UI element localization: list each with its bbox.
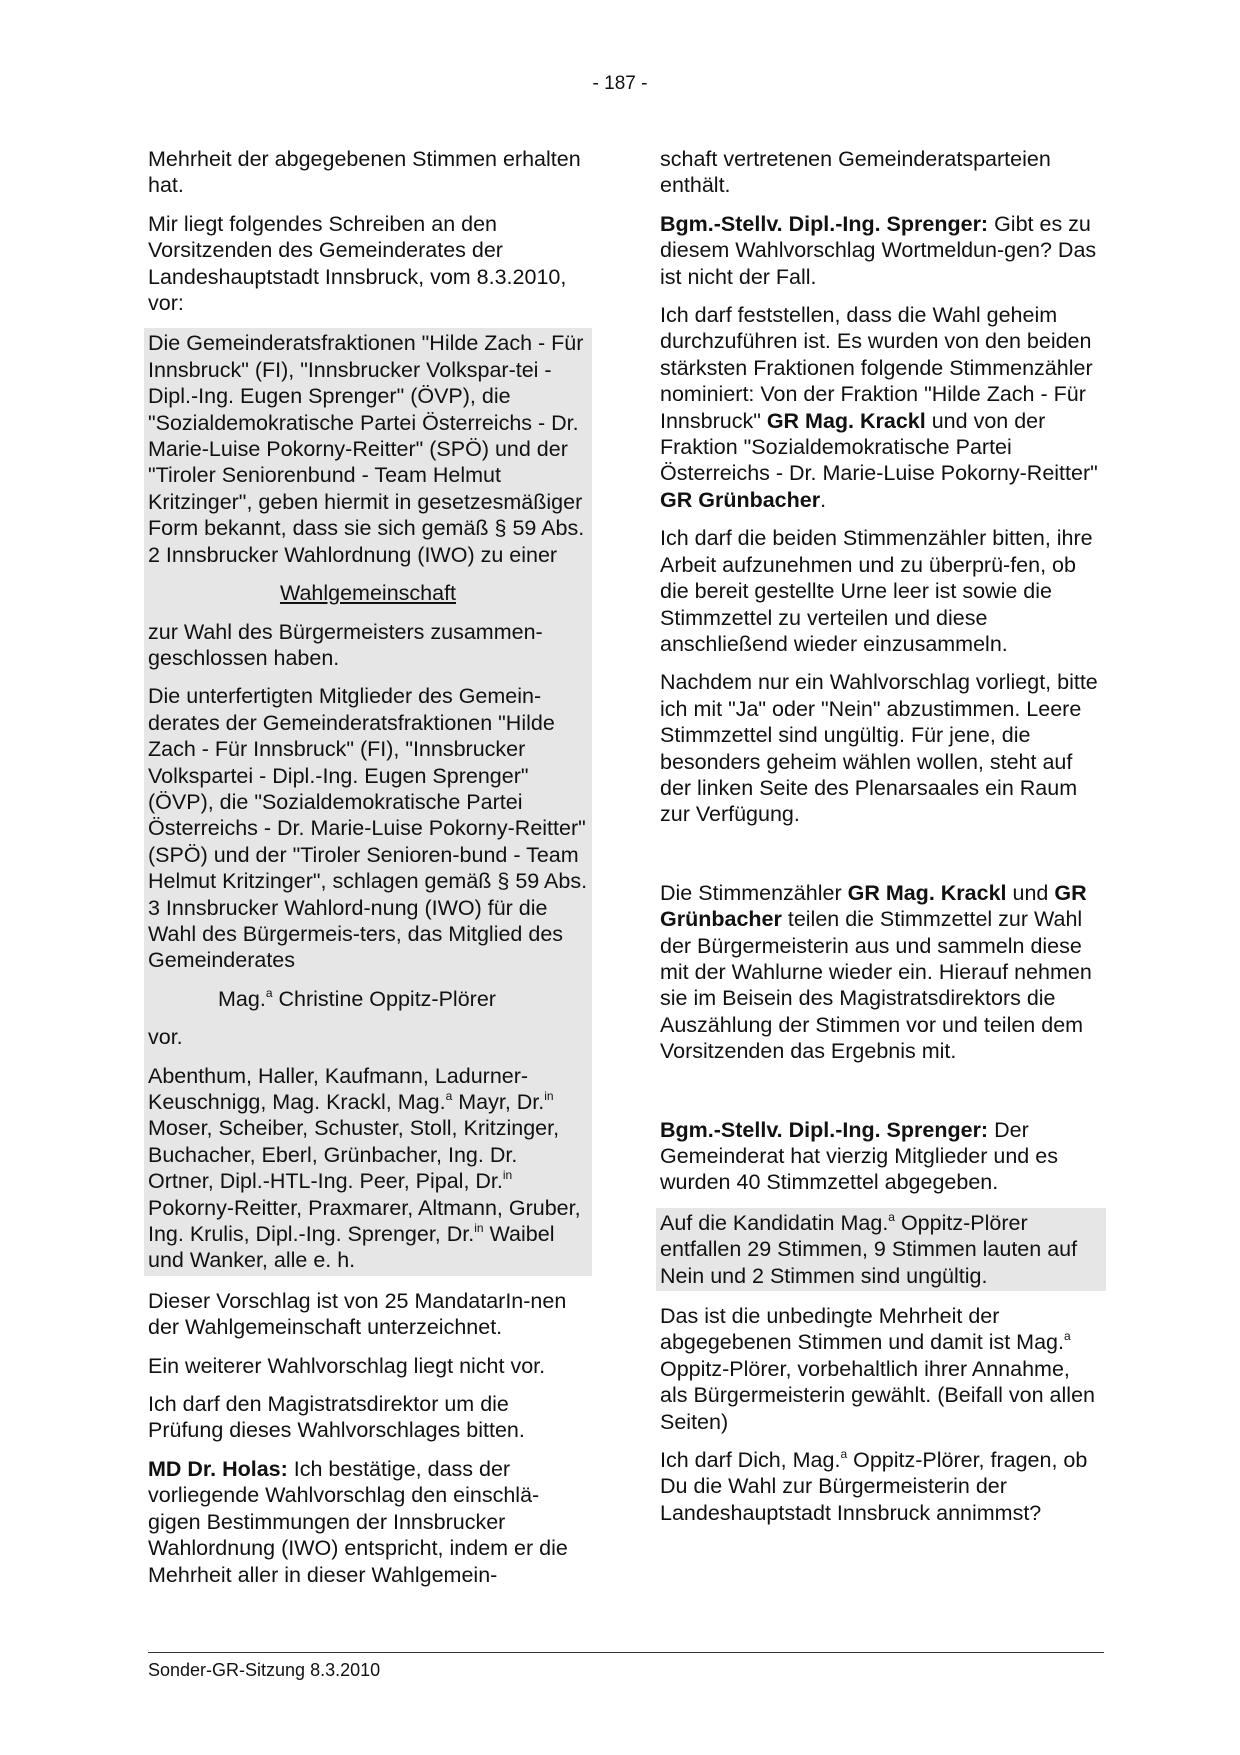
paragraph: Ich darf feststellen, dass die Wahl geheim durchzuführen ist. Es wurden von den beiden stärksten Fraktionen folgende Stimmenzähler nominiert: Von der Fraktion "Hilde Zach - Für Innsbruck" GR Mag. Krackl und von der Fraktion "Sozialdemokratische Partei Österreichs - Dr. Marie-Luise Pokorny-Reitter" GR Grünbacher.	[660, 303, 1098, 512]
signatory-list: Abenthum, Haller, Kaufmann, Ladurner-Keuschnigg, Mag. Krackl, Mag.$^a$ Mayr, Dr.$^{in}$ Moser, Scheiber, Schuster, Stoll, Kritzinger, Buchacher, Eberl, Grünbacher, Ing. Dr. Ortner, Dipl.-HTL-Ing. Peer, Pipal, Dr.$^{in}$ Pokorny-Reitter, Praxmarer, Altmann, Gruber, Ing. Krulis, Dipl.-Ing. Sprenger, Dr.$^{in}$ Waibel und Wanker, alle e. h.	[148, 1063, 581, 1273]
left-column	[148, 146, 588, 1600]
paragraph: zur Wahl des Bürgermeisters zusammen-geschlossen haben.	[148, 619, 543, 670]
paragraph: Auf die Kandidatin Mag.$^a$ Oppitz-Plörer entfallen 29 Stimmen, 9 Stimmen lauten auf Nein und 2 Stimmen sind ungültig.	[660, 1209, 1078, 1288]
right-column	[660, 146, 1102, 1538]
paragraph: Das ist die unbedingte Mehrheit der abgegebenen Stimmen und damit ist Mag.$^a$ Oppitz-Plörer, vorbehaltlich ihrer Annahme, als Bürgermeisterin gewählt. (Beifall von allen Seiten)	[660, 1304, 1095, 1434]
candidate-name: Mag.$^a$ Christine Oppitz-Plörer	[218, 985, 496, 1011]
paragraph: vor.	[148, 1025, 183, 1050]
page-number: - 187 -	[592, 73, 648, 94]
paragraph: MD Dr. Holas: Ich bestätige, dass der vorliegende Wahlvorschlag den einschlä-gigen Bestimmungen der Innsbrucker Wahlordnung (IWO) entspricht, indem er die Mehrheit aller in dieser Wahlgemein-	[148, 1456, 568, 1587]
paragraph: Ein weiterer Wahlvorschlag liegt nicht vor.	[148, 1353, 546, 1378]
paragraph: Mir liegt folgendes Schreiben an den Vorsitzenden des Gemeinderates der Landeshauptstadt Innsbruck, vom 8.3.2010, vor:	[148, 211, 567, 316]
paragraph: Dieser Vorschlag ist von 25 MandatarIn-nen der Wahlgemeinschaft unterzeichnet.	[148, 1288, 567, 1340]
paragraph: Bgm.-Stellv. Dipl.-Ing. Sprenger: Der Gemeinderat hat vierzig Mitglieder und es wurden 40 Stimmzettel abgegeben.	[660, 1117, 1058, 1195]
paragraph: Ich darf die beiden Stimmenzähler bitten, ihre Arbeit aufzunehmen und zu überprü-fen, ob die bereit gestellte Urne leer ist sowie die Stimmzettel zu verteilen und diese anschließend wieder einzusammeln.	[660, 526, 1093, 656]
paragraph: Die Gemeinderatsfraktionen "Hilde Zach - Für Innsbruck" (FI), "Innsbrucker Volkspar-tei - Dipl.-Ing. Eugen Sprenger" (ÖVP), die "Sozialdemokratische Partei Österreichs - Dr. Marie-Luise Pokorny-Reitter" (SPÖ) und der "Tiroler Seniorenbund - Team Helmut Kritzinger", geben hiermit in gesetzesmäßiger Form bekannt, dass sie sich gemäß § 59 Abs. 2 Innsbrucker Wahlordnung (IWO) zu einer	[148, 331, 585, 567]
paragraph: Die Stimmenzähler GR Mag. Krackl und GR Grünbacher teilen die Stimmzettel zur Wahl der Bürgermeisterin aus und sammeln diese mit der Wahlurne wieder ein. Hierauf nehmen sie im Beisein des Magistratsdirektors die Auszählung der Stimmen vor und teilen dem Vorsitzenden das Ergebnis mit.	[660, 880, 1092, 1064]
paragraph: Ich darf den Magistratsdirektor um die Prüfung dieses Wahlvorschlages bitten.	[148, 1392, 525, 1443]
paragraph: Die unterfertigten Mitglieder des Gemein-derates der Gemeinderatsfraktionen "Hilde Zach - Für Innsbruck" (FI), "Innsbrucker Volkspartei - Dipl.-Ing. Eugen Sprenger" (ÖVP), die "Sozialdemokratische Partei Österreichs - Dr. Marie-Luise Pokorny-Reitter" (SPÖ) und der "Tiroler Senioren-bund - Team Helmut Kritzinger", schlagen gemäß § 59 Abs. 3 Innsbrucker Wahlord-nung (IWO) für die Wahl des Bürgermeis-ters, das Mitglied des Gemeinderates	[148, 684, 588, 973]
paragraph: Nachdem nur ein Wahlvorschlag vorliegt, bitte ich mit "Ja" oder "Nein" abzustimmen. Leere Stimmzettel sind ungültig. Für jene, die besonders geheim wählen wollen, steht auf der linken Seite des Plenarsaales ein Raum zur Verfügung.	[660, 670, 1098, 827]
paragraph: Bgm.-Stellv. Dipl.-Ing. Sprenger: Gibt es zu diesem Wahlvorschlag Wortmeldun-gen? Das ist nicht der Fall.	[660, 211, 1097, 289]
paragraph: schaft vertretenen Gemeinderatsparteien enthält.	[660, 147, 1051, 198]
quote-heading: Wahlgemeinschaft	[279, 581, 457, 606]
result-highlight	[656, 1208, 1106, 1291]
footer-text: Sonder-GR-Sitzung 8.3.2010	[148, 1660, 381, 1680]
quoted-letter	[144, 328, 592, 1275]
footer-divider	[148, 1652, 1104, 1653]
speaker-name: MD Dr. Holas:	[148, 1456, 288, 1481]
speaker-name: Bgm.-Stellv. Dipl.-Ing. Sprenger:	[660, 211, 989, 236]
speaker-name: Bgm.-Stellv. Dipl.-Ing. Sprenger:	[660, 1117, 989, 1142]
paragraph: Mehrheit der abgegebenen Stimmen erhalten hat.	[148, 147, 581, 198]
paragraph: Ich darf Dich, Mag.$^a$ Oppitz-Plörer, fragen, ob Du die Wahl zur Bürgermeisterin der Landeshauptstadt Innsbruck annimmst?	[660, 1447, 1088, 1525]
